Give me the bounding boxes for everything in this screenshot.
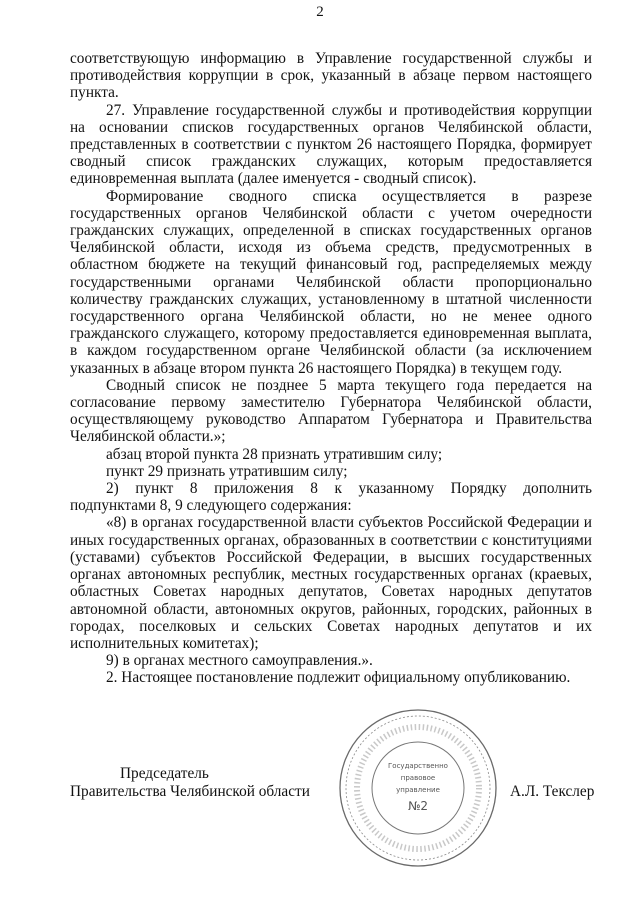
text-line: областном бюджете на текущий финансовый год, распределяемых между (70, 256, 592, 274)
text-line: исполнительных комитетах); (70, 634, 259, 652)
signatory-name: А.Л. Текслер (510, 783, 595, 800)
seal-number: №2 (407, 799, 429, 813)
text-line: гражданского служащего, которому предоставляется единовременная выплата, (70, 325, 592, 343)
signatory-title-line1: Председатель (120, 765, 209, 782)
text-line: 2. Настоящее постановление подлежит официальному опубликованию. (106, 669, 571, 687)
text-line: государственного органа Челябинской области, но не менее одного (70, 308, 592, 326)
text-line: областных Советах народных депутатов, Советах народных депутатов (70, 583, 592, 601)
text-line: автономной области, автономных округов, районных, городских, районных в (70, 600, 592, 618)
text-line: единовременная выплата (далее именуется - сводный список). (70, 170, 477, 188)
text-line: 2) пункт 8 приложения 8 к указанному Порядку дополнить (106, 480, 592, 498)
page-number: 2 (316, 4, 324, 20)
text-line: противодействия коррупции в срок, указанный в абзаце первом настоящего (70, 67, 592, 85)
text-line: органах автономных республик, местных государственных органах (краевых, (70, 566, 592, 584)
text-line: на основании списков государственных органов Челябинской области, (70, 118, 592, 136)
paragraph (70, 50, 592, 102)
text-line: 9) в органах местного самоуправления.». (106, 652, 373, 670)
text-line: (уставами) субъектов Российской Федерации, в высших государственных (70, 548, 592, 566)
seal-text-line3: управление (396, 786, 440, 794)
text-line: осуществляющему руководство Аппаратом Губернатора и Правительства (70, 411, 592, 429)
text-line: гражданских служащих, определенной в списках государственных органов (70, 222, 592, 240)
text-line: Челябинской области.»; (70, 428, 226, 446)
paragraph (70, 514, 592, 652)
paragraph (70, 669, 592, 686)
text-line: подпунктами 8, 9 следующего содержания: (70, 497, 352, 515)
paragraph (70, 480, 592, 514)
text-line: сводный список гражданских служащих, которым предоставляется (70, 153, 592, 171)
text-line: государственных органов Челябинской области с учетом очередности (70, 204, 592, 222)
text-line: пункт 29 признать утратившим силу; (106, 462, 348, 480)
paragraph (70, 463, 592, 480)
text-line: количеству гражданских служащих, установленному в штатной численности (70, 290, 592, 308)
text-line: Челябинской области, исходя из объема средств, предусмотренных в (70, 239, 592, 257)
text-line: пункта. (70, 84, 119, 102)
text-line: указанных в абзаце втором пункта 26 настоящего Порядка) в текущем году. (70, 359, 563, 377)
signatory-title-line2: Правительства Челябинской области (70, 783, 310, 800)
paragraph (70, 377, 592, 446)
paragraph (70, 652, 592, 669)
paragraph (70, 102, 592, 188)
text-line: Формирование сводного списка осуществляется в разрезе (106, 187, 592, 205)
text-line: представленных в соответствии с пунктом 26 настоящего Порядка, формирует (70, 136, 592, 154)
text-line: Сводный список не позднее 5 марта текущего года передается на (106, 376, 592, 394)
document-body (70, 50, 592, 687)
text-line: соответствующую информацию в Управление государственной службы и (70, 50, 592, 67)
seal-text-line2: правовое (400, 774, 436, 782)
text-line: городах, поселковых и сельских Советах народных депутатов и их (70, 617, 592, 635)
text-line: в каждом государственном органе Челябинской области (за исключением (70, 342, 592, 360)
text-line: «8) в органах государственной власти субъектов Российской Федерации и (106, 514, 592, 532)
text-line: государственными органами Челябинской области пропорционально (70, 273, 592, 291)
paragraph (70, 446, 592, 463)
seal-text-line1: Государственно (388, 762, 448, 770)
text-line: согласование первому заместителю Губернатора Челябинской области, (70, 394, 592, 412)
text-line: абзац второй пункта 28 признать утратившим силу; (106, 445, 443, 463)
text-line: 27. Управление государственной службы и противодействия коррупции (106, 101, 592, 119)
paragraph (70, 188, 592, 377)
official-seal-icon (330, 700, 510, 880)
text-line: иных государственных органах, образованных в соответствии с конституциями (70, 531, 592, 549)
